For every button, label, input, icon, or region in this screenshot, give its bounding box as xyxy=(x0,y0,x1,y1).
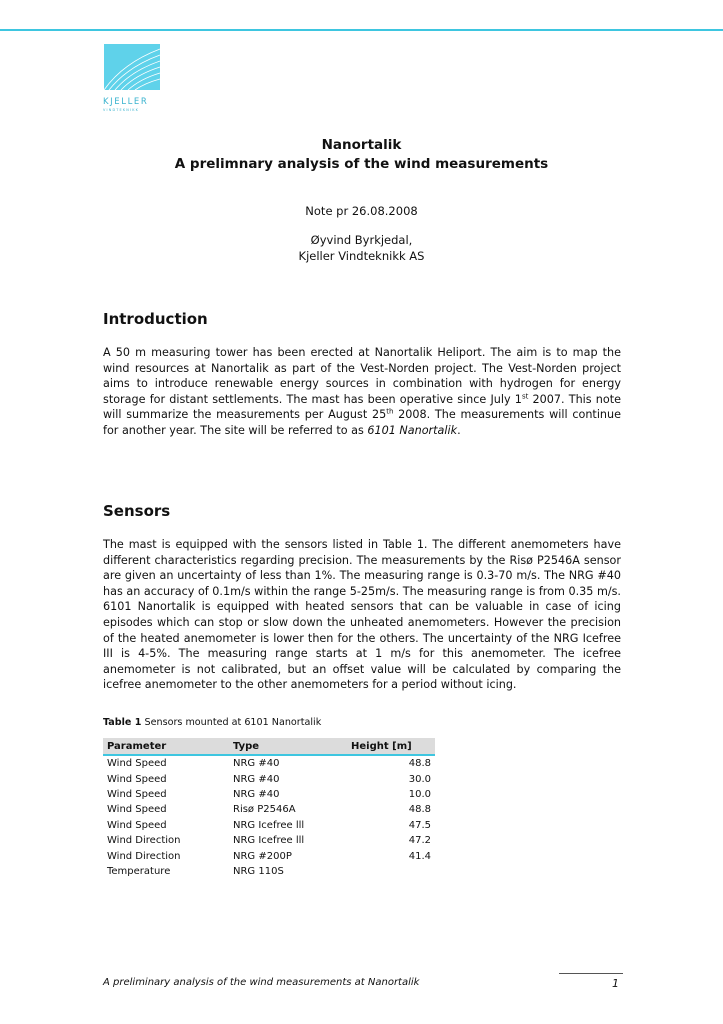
cell-type: NRG #40 xyxy=(233,758,280,770)
intro-text-c: 2008. The measurements will continue for another year. The site will be referred to as xyxy=(103,408,621,437)
cell-parameter: Wind Speed xyxy=(107,758,167,770)
cell-type: NRG #200P xyxy=(233,850,292,862)
table-header-row xyxy=(103,738,435,755)
table-row xyxy=(103,755,435,771)
company-logo xyxy=(103,43,161,112)
table-row xyxy=(103,864,435,879)
author-org: Kjeller Vindteknikk AS xyxy=(298,249,425,263)
cell-height: 47.2 xyxy=(408,835,431,847)
cell-parameter: Wind Direction xyxy=(107,835,181,847)
logo-word: KJELLER xyxy=(103,97,149,107)
table-row xyxy=(103,802,435,817)
table-caption xyxy=(103,717,321,728)
table-row xyxy=(103,771,435,786)
cell-parameter: Temperature xyxy=(107,865,171,877)
cell-height: 47.5 xyxy=(408,819,431,831)
footer-text: A preliminary analysis of the wind measurements at Nanortalik xyxy=(103,977,420,988)
cell-parameter: Wind Speed xyxy=(107,788,167,800)
cell-type: NRG Icefree lll xyxy=(233,835,305,847)
table-row xyxy=(103,833,435,848)
logo-subtitle: VINDTEKNIKK xyxy=(103,108,140,112)
intro-text-d: . xyxy=(457,423,461,437)
introduction-paragraph xyxy=(103,345,621,439)
cell-height: 48.8 xyxy=(408,758,431,770)
cell-type: NRG 110S xyxy=(233,865,284,877)
header-type: Type xyxy=(229,738,347,755)
table-caption-label: Table 1 xyxy=(103,717,142,728)
cell-height: 10.0 xyxy=(408,788,431,800)
intro-site-name: 6101 Nanortalik xyxy=(367,423,458,437)
sensors-paragraph: The mast is equipped with the sensors listed in Table 1. The different anemometers have different characteristics regarding precision. The measurements by the Risø P2546A sensor are given an uncertainty of less than 1%. The measuring range is 0.3-70 m/s. The NRG #40 has an accuracy of 0.1m/s within the range 5-25m/s. The measuring range is from 0.35 m/s. 6101 Nanortalik is equipped with heated sensors that can be valuable in case of icing episodes which can stop or slow down the unheated anemometers. However the precision of the heated anemometer is lower then for the others. The uncertainty of the NRG Icefree III is 4-5%. The measuring range starts at 1 m/s for this anemometer. The icefree anemometer is not calibrated, but an offset value will be calculated by comparing the icefree anemometer to the other anemometers for a period without icing. xyxy=(103,538,621,692)
cell-type: NRG #40 xyxy=(233,773,280,785)
table-row xyxy=(103,787,435,802)
intro-sup-b: th xyxy=(386,407,394,416)
top-rule xyxy=(0,29,723,31)
note-date: Note pr 26.08.2008 xyxy=(305,204,418,218)
cell-height xyxy=(347,864,435,879)
table-row xyxy=(103,848,435,863)
title-line-1: Nanortalik xyxy=(321,137,402,153)
header-parameter: Parameter xyxy=(103,738,229,755)
cell-type: NRG Icefree lll xyxy=(233,819,305,831)
cell-parameter: Wind Speed xyxy=(107,819,167,831)
header-height: Height [m] xyxy=(347,738,435,755)
cell-height: 30.0 xyxy=(408,773,431,785)
wind-logo-icon xyxy=(103,43,161,91)
cell-height: 41.4 xyxy=(408,850,431,862)
title-block xyxy=(0,136,723,174)
intro-text-a: A 50 m measuring tower has been erected at Nanortalik Heliport. The aim is to map the wind resources at Nanortalik as part of the Vest-Norden project. The Vest-Norden project aims to introduce renewable energy sources in combination with hydrogen for energy storage for distant settlements. The mast has been operative since July 1 xyxy=(103,346,621,406)
cell-parameter: Wind Speed xyxy=(107,773,167,785)
table-row xyxy=(103,818,435,833)
cell-height: 48.8 xyxy=(408,804,431,816)
sensors-heading: Sensors xyxy=(103,502,171,520)
footer-rule xyxy=(559,973,623,974)
intro-sup-a: st xyxy=(521,392,529,401)
cell-type: Risø P2546A xyxy=(233,804,296,816)
cell-type: NRG #40 xyxy=(233,788,280,800)
author-name: Øyvind Byrkjedal, xyxy=(310,233,413,247)
title-line-2: A prelimnary analysis of the wind measurements xyxy=(174,156,549,172)
page-number: 1 xyxy=(612,977,619,990)
intro-text-b: 2007. This note will summarize the measurements per August 25 xyxy=(103,392,622,422)
cell-parameter: Wind Speed xyxy=(107,804,167,816)
introduction-heading: Introduction xyxy=(103,310,208,328)
table-caption-text: Sensors mounted at 6101 Nanortalik xyxy=(141,717,322,728)
cell-parameter: Wind Direction xyxy=(107,850,181,862)
sensors-table xyxy=(103,738,435,879)
